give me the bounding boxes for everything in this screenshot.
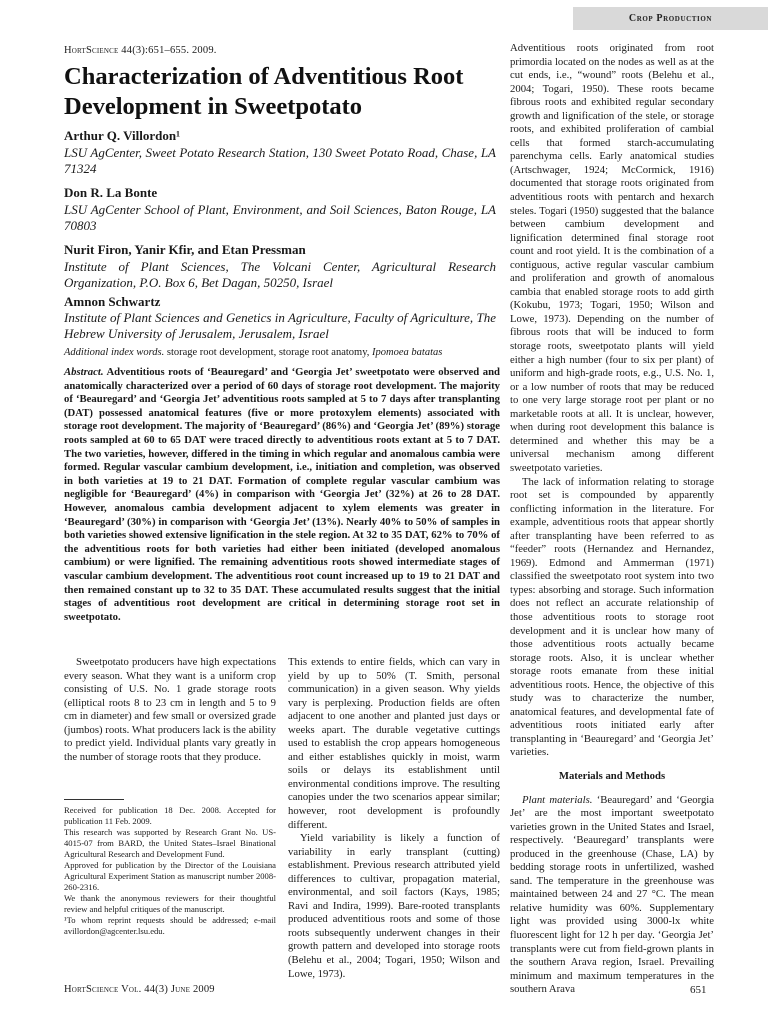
footer-journal: HortScience Vol. 44(3) June 2009 [64,984,215,995]
author-affiliation: Institute of Plant Sciences and Genetics in Agriculture, Faculty of Agriculture, The Hebrew University of Jerusalem, Jerusalem, Israel [64,310,496,341]
abstract-label: Abstract. [64,366,104,378]
paper-title: Characterization of Adventitious Root Development in Sweetpotato [64,63,464,120]
paragraph: The lack of information relating to storage root set is compounded by apparently conflicting information in the literature. For example, adventitious roots that appear shortly after transplanting have been referred to as “feeder” roots (Hernandez and Hernandez, 1969). Edmond and Ammerman (1971) classified the sweetpotato root system into two types: absorbing and storage. Such information does not reflect an accurate relationship of those adventitious roots to storage root development and it is unclear how many of those adventitious roots actually became storage roots. Also, it is unclear whether storage roots emanate from these initial adventitious roots. Hence, the objective of this study was to characterize the number, anatomical features, and developmental fate of adventitious roots initiated early after transplanting in ‘Beauregard’ and ‘Georgia Jet’ varieties. [510,475,714,759]
index-words-label: Additional index words. [64,347,165,358]
author-affiliation: LSU AgCenter School of Plant, Environment, and Soil Sciences, Baton Rouge, LA 70803 [64,202,496,233]
page-number: 651 [690,984,707,996]
right-column [510,42,714,997]
abstract [64,366,500,624]
journal-citation: HortScience 44(3):651–655. 2009. [64,45,217,56]
author-names: Amnon Schwartz [64,294,161,309]
author-names: Nurit Firon, Yanir Kfir, and Etan Pressman [64,242,306,257]
footnote: ¹To whom reprint requests should be addressed; e-mail avillordon@agcenter.lsu.edu. [64,915,276,936]
footnote: This research was supported by Research Grant No. US-4015-07 from BARD, the United States–Israel Binational Agricultural Research and Development Fund. [64,827,276,859]
section-label: Crop Production [628,13,713,24]
author-affiliation: Institute of Plant Sciences, The Volcani Center, Agricultural Research Organization, P.O. Box 6, Bet Dagan, 50250, Israel [64,259,496,290]
subsection-label: Plant materials. [522,793,593,806]
section-header-tab [573,7,768,30]
intro-middle-column [288,656,500,981]
paragraph-text: ‘Beauregard’ and ‘Georgia Jet’ are the most important sweetpotato varieties grown in the United States and Israel, respectively. ‘Beauregard’ transplants were produced in the greenhouse (Chase, LA) by bedding storage roots in unfertilized, washed sand. The temperature in the greenhouse was maintained between 24 and 27 °C. The mean relative humidity was 60%. Supplementary light was provided using 3000-lx white fluorescent light for 12 h per day. ‘Georgia Jet’ transplants were cut from field-grown plants in the southern Arava region, Israel. Prevailing minimum and maximum temperatures in the southern Arava [510,793,714,996]
paragraph [510,794,714,997]
abstract-text: Adventitious roots of ‘Beauregard’ and ‘Georgia Jet’ sweetpotato were observed and anatomically characterized over a period of 60 days of storage root development. The majority of ‘Beauregard’ and ‘Georgia Jet’ adventitious roots sampled at 5 to 7 days after transplanting (DAT) possessed anatomical features (five or more protoxylem elements) associated with storage root development. The majority of ‘Beauregard’ (86%) and ‘Georgia Jet’ (89%) storage roots sampled at 60 to 65 DAT were traced directly to adventitious roots extant at 5 to 7 DAT. The two varieties, however, differed in the timing in which regular and anomalous cambia were formed. Regular vascular cambium development, i.e., initiation and completion, was observed in both varieties at 19 to 21 DAT. Formation of complete regular vascular cambium was negligible for ‘Beauregard’ (4%) in comparison with ‘Georgia Jet’ (32%) at 26 to 28 DAT. However, anomalous cambia development adjacent to xylem elements was greater in ‘Beauregard’ (30%) in comparison with ‘Georgia Jet’ (13%). Nearly 40% to 50% of samples in both varieties showed extensive lignification in the stele region. At 32 to 35 DAT, 62% to 70% of the adventitious roots for both varieties had either been initiated (developed anomalous cambium) or were lignified. The remaining adventitious roots showed intermediate stages of vascular cambium development. The adventitious root count increased up to 19 to 21 DAT and then remained constant up to 32 to 35 DAT. These accumulated results suggest that the initial stages of adventitious root development are critical in determining storage root set in sweetpotato. [64,366,500,623]
index-words-text: storage root development, storage root anatomy, [166,347,370,358]
index-words [64,346,504,359]
index-words-species: Ipomoea batatas [372,347,443,358]
footnote: Approved for publication by the Director of the Louisiana Agricultural Experiment Station as manuscript number 2008-260-2316. [64,860,276,892]
footnote: Received for publication 18 Dec. 2008. Accepted for publication 11 Feb. 2009. [64,805,276,826]
footnote-divider [64,799,124,800]
paragraph: Yield variability is likely a function of variability in early transplant (cutting) establishment. Previous research attributed yield differences to cultivar, propagation material, environmental, and soil factors (Kays, 1985; Ravi and Indira, 1999). Bare-rooted transplants produced adventitious roots and some of those roots subsequently underwent changes in their growth pattern and developed into storage roots (Belehu et al., 2004; Togari, 1950; Wilson and Lowe, 1973). [288,832,500,980]
paragraph: This extends to entire fields, which can vary in yield by up to 50% (T. Smith, personal communication) in a given season. Why yields vary is perplexing. Production fields are often adjacent to one another and planted just days or weeks apart. The durable vegetative cuttings used to establish the crop appears homogeneous and either establishes quickly in moist, warm soils or delays its establishment until environmental conditions improve. The resulting canopies under the two scenarios appear similar; however, root development is profoundly different. [288,656,500,831]
footnotes [64,805,276,937]
intro-left-column [64,656,276,764]
author-names: Don R. La Bonte [64,185,158,200]
section-heading: Materials and Methods [558,769,666,782]
paragraph: Adventitious roots originated from root primordia located on the nodes as well as at the cut ends, i.e., “wound” roots (Belehu et al., 2004; Togari, 1950). These roots became fibrous roots and exhibited regular secondary growth and lignification of the stele, or storage roots, and exhibited proliferation of cambial cells that formed starch-accumulating parenchyma cells. Early anatomical studies (Artschwager, 1924; McCormick, 1916) documented that storage roots originated from adventitious roots with pentarch and hexarch steles. Togari (1950) suggested that the balance between cambium development and lignification determined final storage root count and root yield. It is the combination of a contiguous, active regular vascular cambium and proliferation and growth of anomalous cambia that enabled storage roots to add girth (Kokubu, 1973; Togari, 1950; Wilson and Lowe, 1973). Depending on the number of fibrous roots that will be induced to form storage roots, sweetpotato plants will yield either a high number (four to six per plant) of uniform and high-grade roots, e.g., U.S. No. 1, or a low number of roots that may be reduced to one very large storage root per plant or no marketable roots at all. It is unclear, however, when during root development this balance is determined and whether this may be a universal mechanism among different sweetpotato varieties. [510,42,714,474]
paragraph: Sweetpotato producers have high expectations every season. What they want is a uniform crop consisting of U.S. No. 1 grade storage roots (elliptical roots 8 to 23 cm in length and 5 to 9 cm in diameter) and few small or oversized grade (jumbos) roots. What producers lack is the ability to predict yield. Individual plants vary greatly in the number of storage roots that they produce. [64,656,276,763]
footnote: We thank the anonymous reviewers for their thoughtful review and helpful critiques of the manuscript. [64,893,276,914]
author-affiliation: LSU AgCenter, Sweet Potato Research Station, 130 Sweet Potato Road, Chase, LA 71324 [64,145,496,176]
author-names: Arthur Q. Villordon¹ [64,128,180,143]
